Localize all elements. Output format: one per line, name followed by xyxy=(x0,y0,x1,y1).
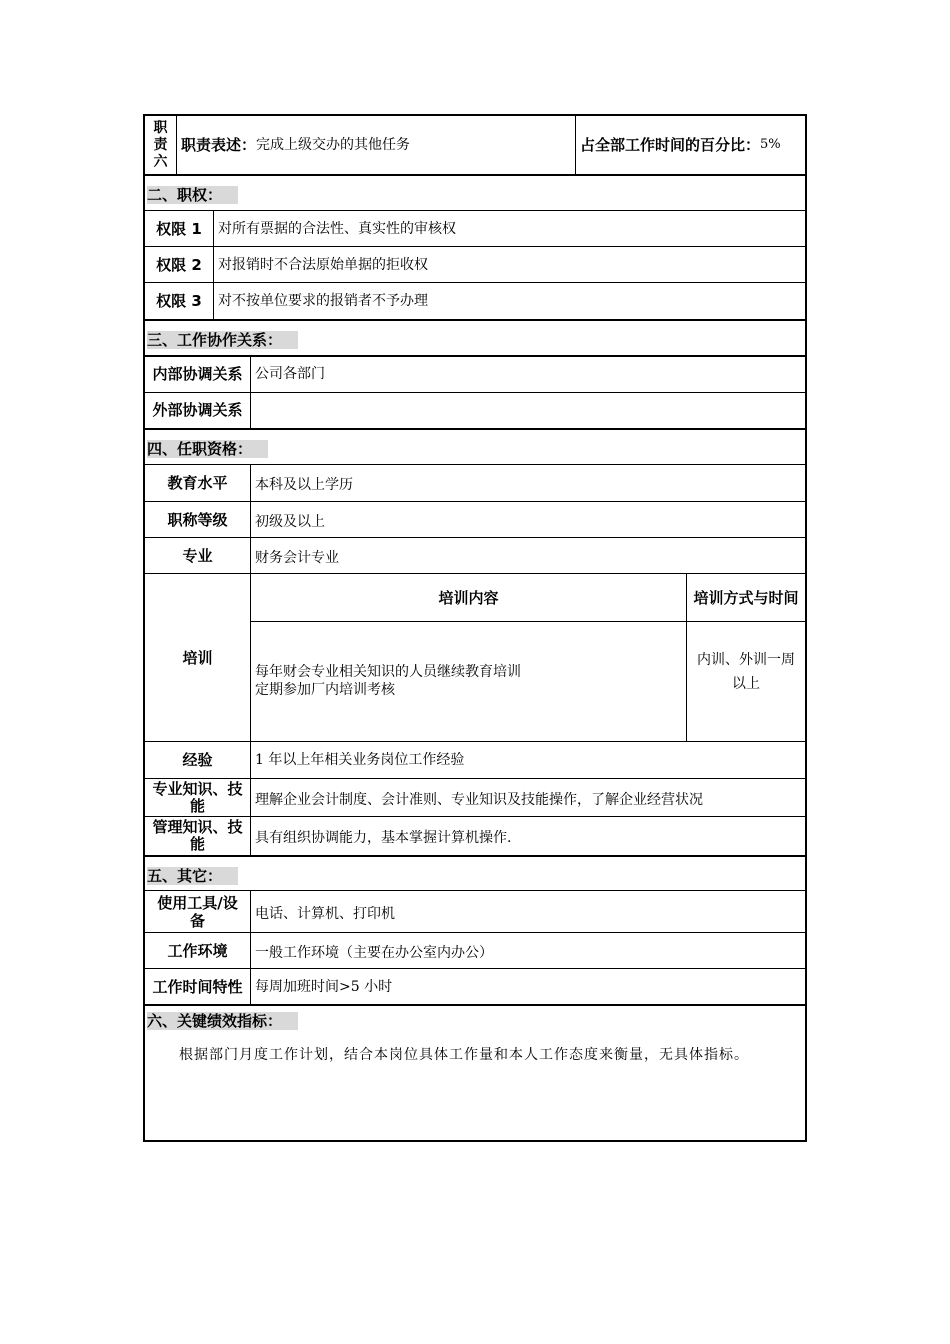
work-time-label: 工作时间特性 xyxy=(152,977,243,996)
training-content-line-2: 定期参加厂内培训考核 xyxy=(255,682,395,698)
training-method-value: 内训、外训一周以上 xyxy=(697,652,795,692)
duty6-pct-value: 5% xyxy=(760,137,781,152)
kpi-text: 根据部门月度工作计划，结合本岗位具体工作量和本人工作态度来衡量，无具体指标。 xyxy=(179,1047,749,1063)
duty6-percentage xyxy=(576,116,805,174)
experience-value: 1 年以上年相关业务岗位工作经验 xyxy=(255,751,465,768)
job-description-table xyxy=(143,114,807,1142)
external-relations-label: 外部协调关系 xyxy=(152,401,243,419)
professional-skills-label: 专业知识、技能 xyxy=(152,779,243,815)
title-grade-value: 初级及以上 xyxy=(255,513,325,530)
authority-item-2-label: 权限 2 xyxy=(156,255,202,274)
training-method-header: 培训方式与时间 xyxy=(693,588,799,607)
tools-label: 使用工具/设备 xyxy=(157,893,238,930)
authority-item-3-label: 权限 3 xyxy=(156,291,202,310)
major-value: 财务会计专业 xyxy=(255,549,339,566)
tools-value: 电话、计算机、打印机 xyxy=(255,905,395,922)
training-content-value xyxy=(251,622,686,740)
external-relations-value xyxy=(251,393,805,427)
duty6-pct-label: 占全部工作时间的百分比： xyxy=(580,136,761,154)
work-time-value: 每周加班时间>5 小时 xyxy=(255,978,393,995)
other-heading: 五、其它： xyxy=(145,865,238,886)
authority-item-1-label: 权限 1 xyxy=(156,219,202,238)
title-grade-label: 职称等级 xyxy=(167,510,228,529)
kpi-heading: 六、关键绩效指标： xyxy=(145,1010,298,1031)
training-label: 培训 xyxy=(182,648,213,667)
management-skills-value: 具有组织协调能力，基本掌握计算机操作. xyxy=(255,829,512,846)
qualifications-heading: 四、任职资格： xyxy=(145,438,268,459)
authority-heading: 二、职权： xyxy=(145,184,238,205)
major-label: 专业 xyxy=(182,546,213,565)
internal-relations-label: 内部协调关系 xyxy=(152,365,243,383)
work-environment-label: 工作环境 xyxy=(167,941,228,960)
work-environment-value: 一般工作环境（主要在办公室内办公） xyxy=(255,944,493,961)
education-value: 本科及以上学历 xyxy=(255,476,353,493)
duty6-desc-value: 完成上级交办的其他任务 xyxy=(256,137,411,153)
duty6-label: 职责六 xyxy=(153,119,168,170)
education-label: 教育水平 xyxy=(167,473,228,492)
relations-heading: 三、工作协作关系： xyxy=(145,329,298,350)
authority-item-2-text: 对报销时不合法原始单据的拒收权 xyxy=(218,256,428,273)
authority-item-3-text: 对不按单位要求的报销者不予办理 xyxy=(218,292,428,309)
duty6-desc-label: 职责表述： xyxy=(181,136,257,154)
internal-relations-value: 公司各部门 xyxy=(255,366,325,382)
training-content-header: 培训内容 xyxy=(438,588,499,607)
duty6-description xyxy=(177,116,575,174)
training-content-line-1: 每年财会专业相关知识的人员继续教育培训 xyxy=(255,664,521,680)
management-skills-label: 管理知识、技能 xyxy=(152,817,243,853)
professional-skills-value: 理解企业会计制度、会计准则、专业知识及技能操作，了解企业经营状况 xyxy=(255,791,703,808)
authority-item-1-text: 对所有票据的合法性、真实性的审核权 xyxy=(218,220,456,237)
experience-label: 经验 xyxy=(182,750,213,769)
